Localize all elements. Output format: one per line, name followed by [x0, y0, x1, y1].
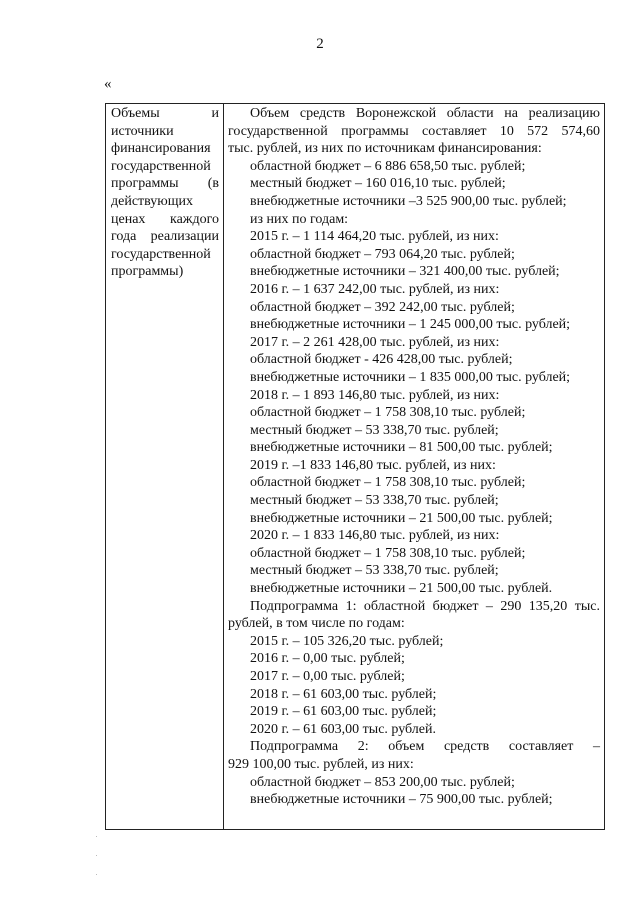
detail-line: внебюджетные источники – 75 900,00 тыс. рублей;: [250, 792, 553, 808]
detail-line: местный бюджет – 53 338,70 тыс. рублей;: [250, 563, 499, 579]
label-line: действующих: [111, 193, 194, 209]
detail-line: из них по годам:: [250, 211, 349, 227]
detail-line: областной бюджет – 6 886 658,50 тыс. рублей;: [250, 158, 526, 174]
detail-line: государственной программы составляет 10 572 574,60: [228, 123, 600, 139]
label-line: государственной: [111, 246, 211, 262]
detail-line: 2017 г. – 2 261 428,00 тыс. рублей, из них:: [250, 334, 500, 350]
label-line: программы): [111, 264, 184, 280]
detail-line: внебюджетные источники –3 525 900,00 тыс. рублей;: [250, 193, 567, 209]
detail-line: областной бюджет – 1 758 308,10 тыс. рублей;: [250, 475, 526, 491]
detail-line: местный бюджет – 53 338,70 тыс. рублей;: [250, 422, 499, 438]
scan-speckles: [96, 836, 100, 896]
financing-table: [105, 103, 605, 830]
detail-line: 2020 г. – 61 603,00 тыс. рублей.: [250, 721, 436, 737]
detail-line: областной бюджет – 1 758 308,10 тыс. рублей;: [250, 545, 526, 561]
label-line: года реализации: [111, 229, 219, 245]
detail-line: внебюджетные источники – 1 245 000,00 тыс. рублей;: [250, 317, 571, 333]
label-line: государственной: [111, 158, 211, 174]
detail-line: рублей, в том числе по годам:: [228, 616, 405, 632]
detail-line: внебюджетные источники – 21 500,00 тыс. рублей;: [250, 510, 553, 526]
detail-line: Подпрограмма 1: областной бюджет – 290 135,20 тыс.: [250, 598, 600, 614]
table-row: [106, 104, 605, 830]
detail-line: 929 100,00 тыс. рублей, из них:: [228, 756, 414, 772]
opening-quote-mark: «: [104, 76, 112, 92]
detail-line: 2016 г. – 1 637 242,00 тыс. рублей, из них:: [250, 281, 500, 297]
detail-line: 2019 г. –1 833 146,80 тыс. рублей, из них:: [250, 457, 496, 473]
detail-line: областной бюджет – 793 064,20 тыс. рублей;: [250, 246, 515, 262]
detail-line: 2015 г. – 1 114 464,20 тыс. рублей, из них:: [250, 229, 499, 245]
detail-line: местный бюджет – 160 016,10 тыс. рублей;: [250, 176, 506, 192]
financing-details-text: [224, 104, 604, 809]
detail-line: внебюджетные источники – 321 400,00 тыс. рублей;: [250, 264, 560, 280]
detail-line: внебюджетные источники – 21 500,00 тыс. рублей.: [250, 581, 553, 597]
detail-line: областной бюджет - 426 428,00 тыс. рублей;: [250, 352, 513, 368]
detail-line: областной бюджет – 392 242,00 тыс. рублей;: [250, 299, 515, 315]
detail-line: Объем средств Воронежской области на реализацию: [250, 106, 600, 121]
detail-line: 2016 г. – 0,00 тыс. рублей;: [250, 651, 405, 667]
label-line: источники: [111, 123, 174, 139]
label-line: Объемы и: [111, 106, 219, 121]
detail-line: 2015 г. – 105 326,20 тыс. рублей;: [250, 633, 444, 649]
detail-line: 2019 г. – 61 603,00 тыс. рублей;: [250, 704, 437, 720]
page-number: 2: [316, 36, 324, 52]
detail-line: местный бюджет – 53 338,70 тыс. рублей;: [250, 493, 499, 509]
detail-line: Подпрограмма 2: объем средств составляет –: [250, 739, 600, 755]
financing-label-cell: [106, 104, 224, 830]
detail-line: 2018 г. – 61 603,00 тыс. рублей;: [250, 686, 437, 702]
financing-details-cell: [224, 104, 605, 830]
label-line: финансирования: [111, 141, 211, 157]
label-line: ценах каждого: [111, 211, 219, 227]
financing-label-text: [106, 104, 223, 281]
detail-line: 2017 г. – 0,00 тыс. рублей;: [250, 669, 405, 684]
label-line: программы (в: [111, 176, 219, 192]
detail-line: 2018 г. – 1 893 146,80 тыс. рублей, из них:: [250, 387, 500, 403]
detail-line: областной бюджет – 1 758 308,10 тыс. рублей;: [250, 405, 526, 421]
detail-line: внебюджетные источники – 1 835 000,00 тыс. рублей;: [250, 369, 571, 385]
detail-line: 2020 г. – 1 833 146,80 тыс. рублей, из них:: [250, 528, 500, 544]
detail-line: тыс. рублей, из них по источникам финансирования:: [228, 141, 542, 157]
detail-line: внебюджетные источники – 81 500,00 тыс. рублей;: [250, 440, 553, 456]
detail-line: областной бюджет – 853 200,00 тыс. рублей;: [250, 774, 515, 790]
